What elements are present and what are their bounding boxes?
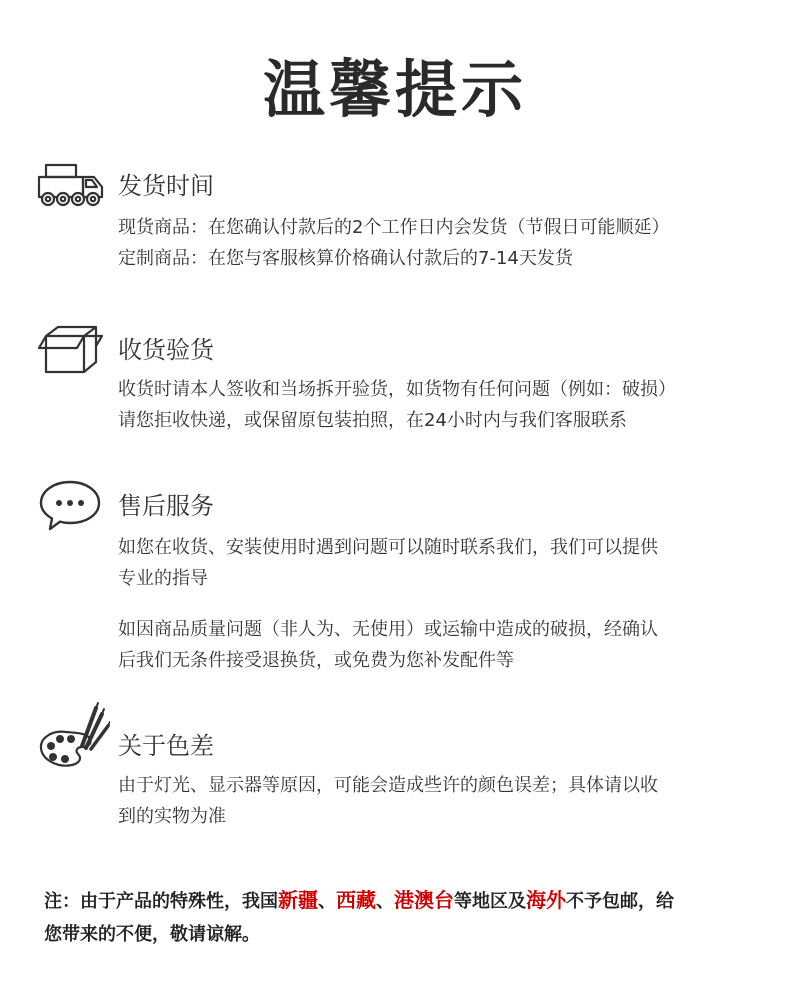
delivery-truck-icon	[36, 162, 106, 218]
footnote	[44, 884, 764, 951]
footnote-prefix: 注：由于产品的特殊性，我国	[44, 891, 278, 912]
body-line: 专业的指导	[118, 568, 208, 589]
body-line: 请您拒收快递，或保留原包装拍照，在24小时内与我们客服联系	[118, 410, 627, 431]
footnote-line-2: 您带来的不便，敬请谅解。	[44, 924, 260, 945]
body-line: 如因商品质量问题（非人为、无使用）或运输中造成的破损，经确认	[118, 619, 658, 640]
footnote-line-1	[44, 884, 764, 918]
section-heading: 售后服务	[118, 492, 214, 520]
separator: 、	[318, 891, 336, 912]
region-highlight: 港澳台	[394, 888, 454, 912]
section-body	[118, 532, 768, 676]
section-body	[118, 212, 768, 274]
body-line: 后我们无条件接受退换货，或免费为您补发配件等	[118, 650, 514, 671]
body-line: 收货时请本人签收和当场拆开验货，如货物有任何问题（例如：破损）	[118, 379, 676, 400]
section-heading: 收货验货	[118, 336, 214, 364]
region-highlight: 新疆	[278, 888, 318, 912]
body-line: 到的实物为准	[118, 806, 226, 827]
section-body	[118, 374, 768, 436]
page-title: 温馨提示	[262, 53, 527, 126]
body-line: 由于灯光、显示器等原因，可能会造成些许的颜色误差；具体请以收	[118, 775, 658, 796]
chat-bubble-icon	[36, 478, 106, 534]
footnote-suffix: 不予包邮，给	[566, 891, 674, 912]
package-box-icon	[36, 322, 106, 378]
separator: 、	[376, 891, 394, 912]
section-heading: 关于色差	[118, 732, 214, 760]
section-body	[118, 770, 768, 832]
paint-palette-icon	[36, 702, 106, 772]
section-heading: 发货时间	[118, 172, 214, 200]
region-highlight: 西藏	[336, 888, 376, 912]
footnote-middle: 等地区及	[454, 891, 526, 912]
region-highlight: 海外	[526, 888, 566, 912]
body-line: 如您在收货、安装使用时遇到问题可以随时联系我们，我们可以提供	[118, 537, 658, 558]
body-line: 定制商品：在您与客服核算价格确认付款后的7-14天发货	[118, 248, 573, 269]
body-line: 现货商品：在您确认付款后的2个工作日内会发货（节假日可能顺延）	[118, 217, 670, 238]
